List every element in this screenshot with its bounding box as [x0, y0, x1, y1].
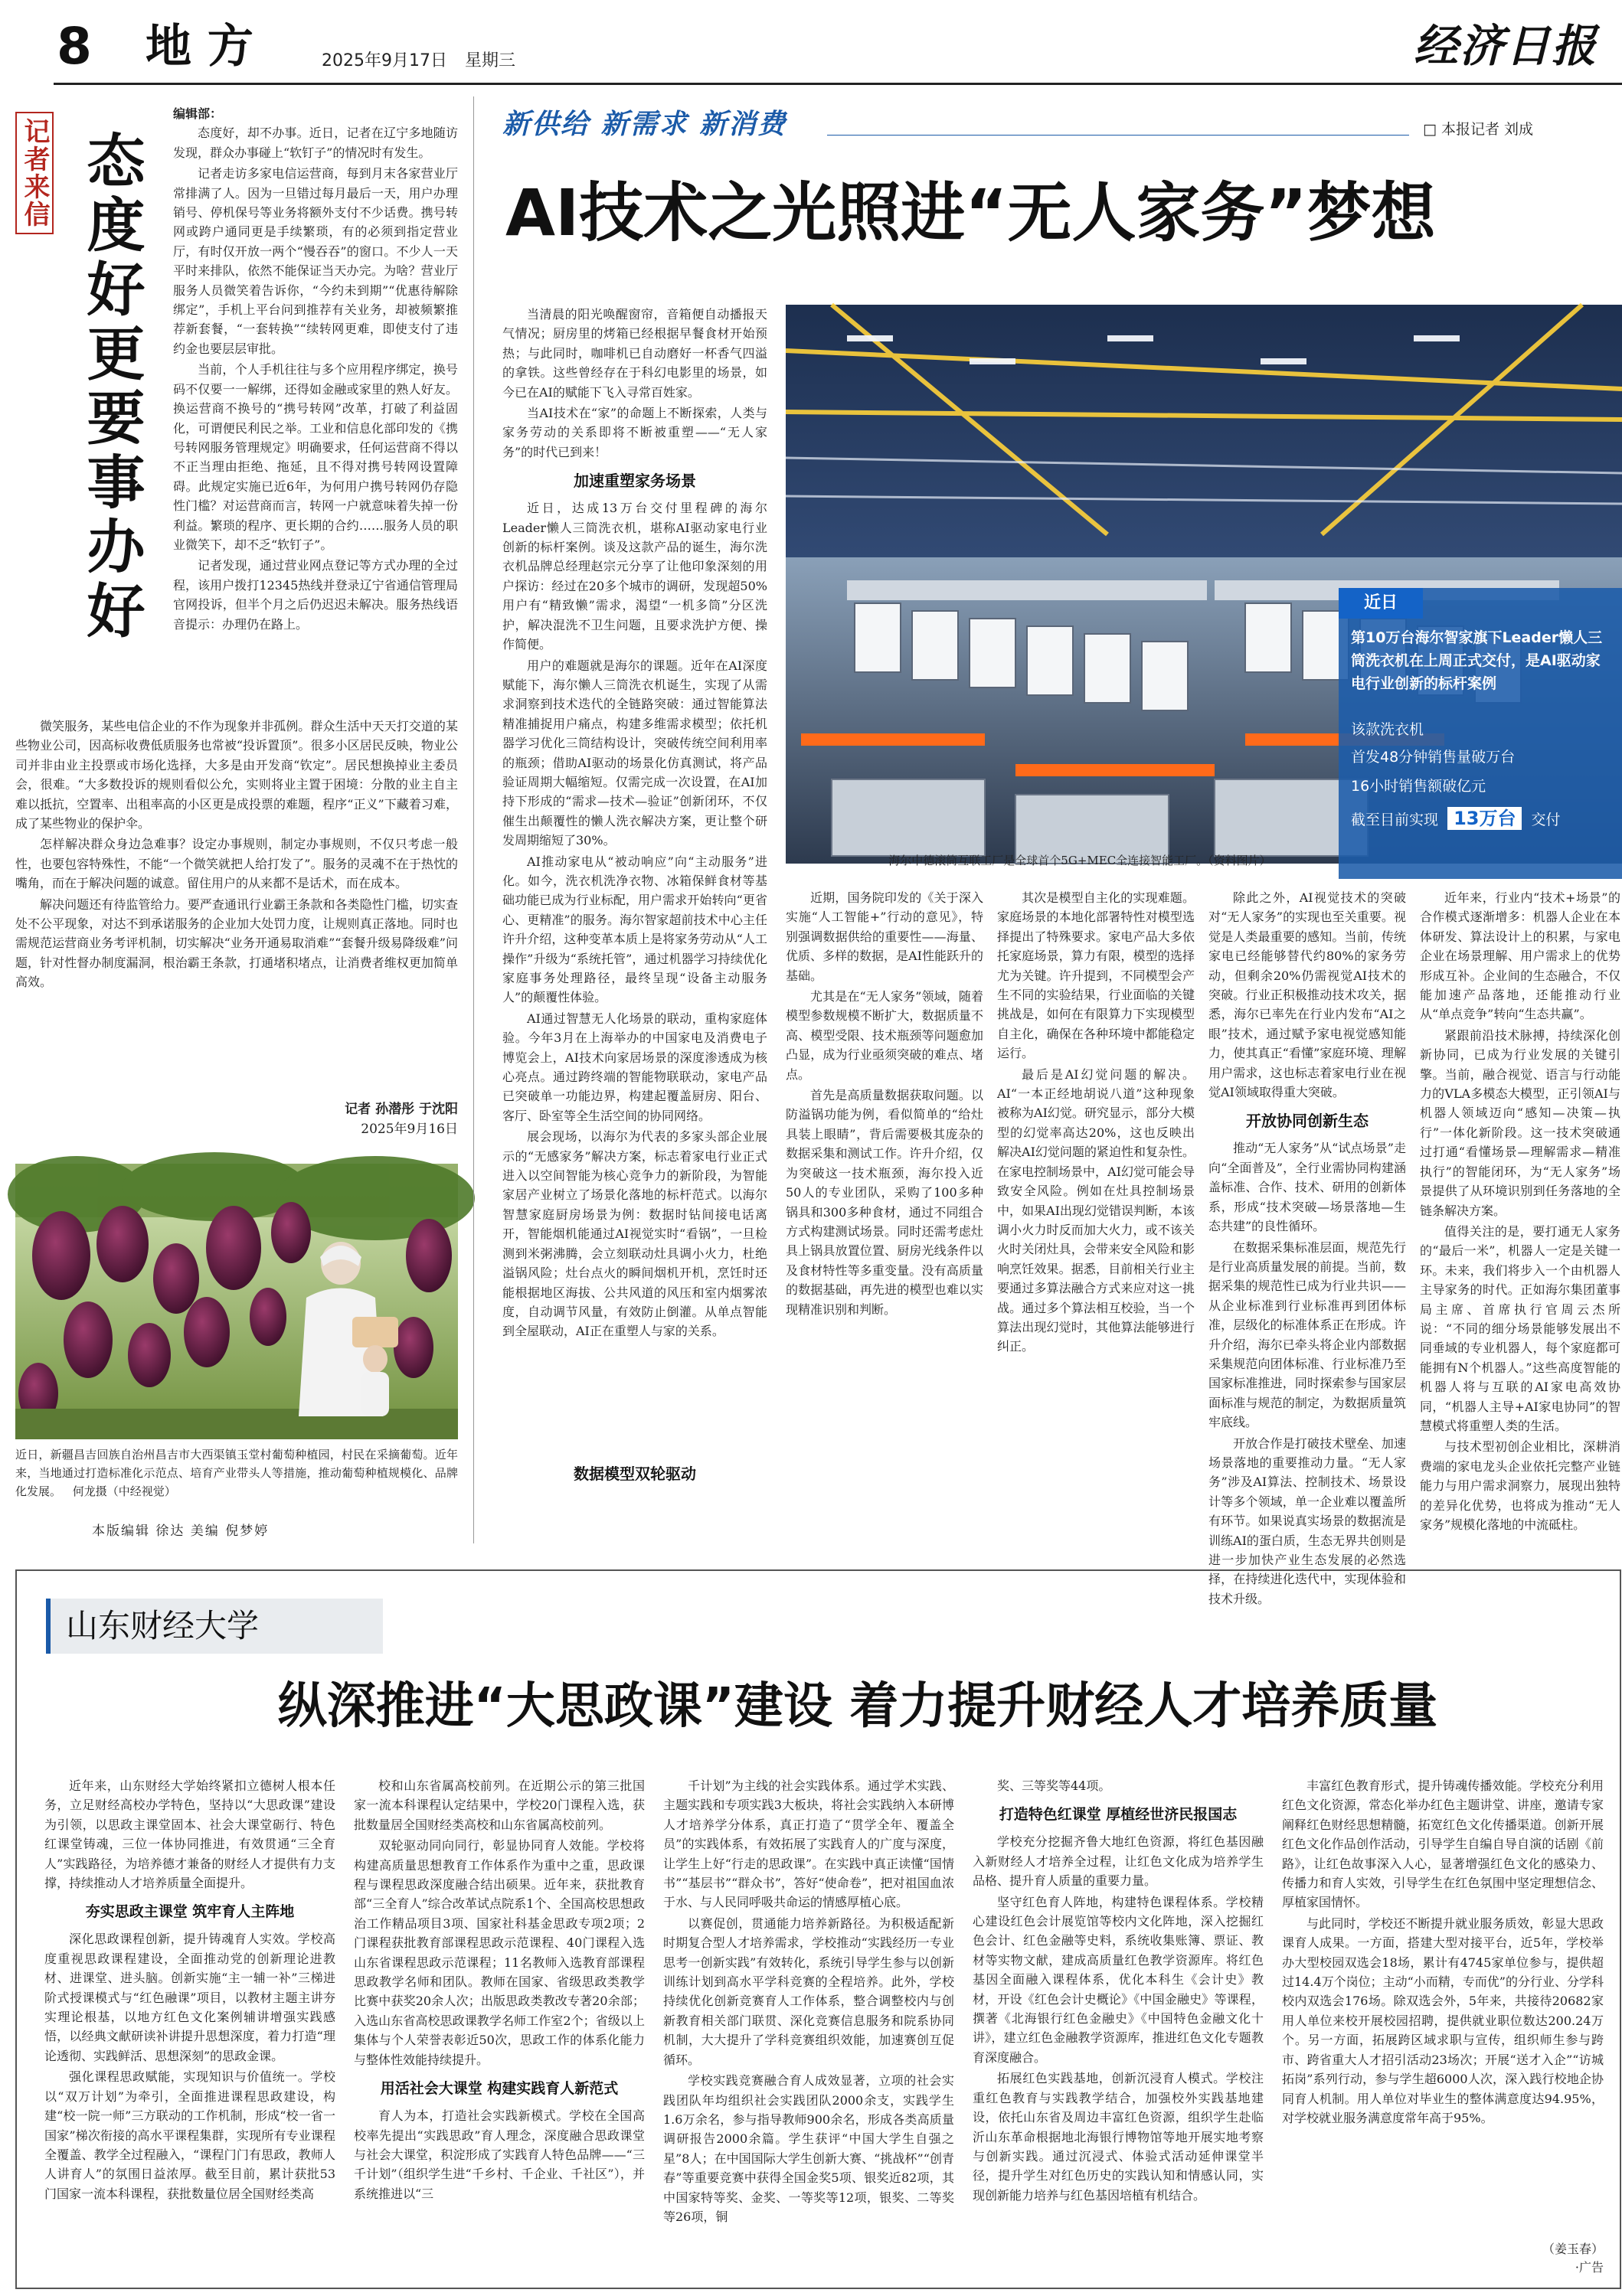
letter-column-tag	[15, 112, 54, 234]
feature-paragraph: 用户的难题就是海尔的课题。近年在AI深度赋能下，海尔懒人三筒洗衣机诞生，实现了从需求洞察到技术迭代的全链路突破：通过智能算法精准捕捉用户痛点，构建多维需求模型；依托机器学习优化三筒结构设计，突破传统空间利用率的瓶颈；借助AI驱动的场景化仿真测试，将产品验证周期大幅缩短。仅需完成一次设置，在AI加持下形成的“需求—技术—验证”创新闭环，不仅催生出颠覆性的懒人洗衣解决方案，更让整个研发周期缩短了30%。	[502, 658, 767, 848]
feature-headline: AI技术之光照进“无人家务”梦想	[505, 175, 1436, 250]
ad-signoff-author: （姜玉春）	[1542, 2242, 1604, 2256]
ad-institution-name: 山东财经大学	[66, 1607, 260, 1644]
masthead-rule	[54, 83, 1622, 85]
masthead	[0, 0, 1621, 90]
ad-subhead-1: 夯实思政主课堂 筑牢育人主阵地	[85, 1903, 295, 1921]
feature-infobox	[1339, 588, 1622, 879]
infobox-highlight-number: 13万台	[1447, 807, 1522, 830]
paper-name-logo: 经济日报	[1414, 20, 1598, 72]
ad-subhead-3: 打造特色红课堂 厚植经世济民报国志	[999, 1806, 1238, 1824]
letter-signature-date: 2025年9月16日	[361, 1122, 458, 1137]
vineyard-illustration	[15, 1164, 458, 1439]
letter-signature-author: 记者 孙潜彤 于沈阳	[345, 1102, 458, 1117]
feature-paragraph: 紧跟前沿技术脉搏，持续深化创新协同，已成为行业发展的关键引擎。当前，融合视觉、语言与行动能力的VLA多模态大模型，正引领AI与机器人领域迈向“感知—决策—执行”一体化新阶段。这一技术突破通过打通“看懂场景—理解需求—精准执行”的智能闭环，为“无人家务”场景提供了从环境识别到任务落地的全链条解决方案。	[1420, 1027, 1620, 1218]
feature-kicker-rule	[827, 135, 1409, 136]
feature-paragraph: 最后是AI幻觉问题的解决。AI“一本正经地胡说八道”这种现象被称为AI幻觉。研究显示，部分大模型的幻觉率高达20%，这也反映出解决AI幻觉问题的紧迫性和复杂性。在家电控制场景中，AI幻觉可能会导致安全风险。例如在灶具控制场景中，如果AI出现幻觉错误判断，本该调小火力时反而加大火力，或不该关火时关闭灶具，会带来安全风险和影响烹饪效果。据悉，目前相关行业主要通过多算法融合方式来应对这一挑战。通过多个算法相互校验，当一个算法出现幻觉时，其他算法能够进行纠正。	[997, 1066, 1195, 1354]
feature-photo-caption: 海尔中德滚筒互联工厂是全球首个5G+MEC全连接智能工厂。（资料图片）	[888, 854, 1271, 867]
infobox-line4: 16小时销售额破亿元	[1351, 778, 1486, 795]
page-number: 8	[57, 17, 92, 76]
letter-title: 态度好更要事办好	[77, 130, 146, 645]
editor-credit: 本版编辑 徐达 美编 倪梦婷	[92, 1524, 270, 1539]
infobox-line2: 该款洗衣机	[1351, 721, 1424, 738]
weekday-text: 星期三	[464, 51, 515, 70]
ad-paragraph: 近年来，山东财经大学始终紧扣立德树人根本任务，立足财经高校办学特色，坚持以“大思政课”建设为引领，以思政主课堂固本、社会大课堂砺行、特色红课堂铸魂，三位一体协同推进，有效贯通“三全育人”实践路径，为培养德才兼备的财经人才提供有力支撑，持续推动人才培养质量全面提升。	[44, 1778, 335, 1891]
ad-headline: 纵深推进“大思政课”建设 着力提升财经人才培养质量	[277, 1678, 1438, 1735]
feature-subhead-3: 开放协同创新生态	[1246, 1112, 1369, 1131]
ad-paragraph: 双轮驱动同向同行，彰显协同育人效能。学校将构建高质量思想教育工作体系作为重中之重，思政课程与课程思政深度融合结出硕果。近年来，获批教育部“三全育人”综合改革试点院系1个、全国高校思想政治工作精品项目3项、国家社科基金思政专项2项；2门课程获批教育部课程思政示范课程、40门课程入选山东省课程思政示范课程；11名教师入选教育部课程思政教学名师和团队。教师在国家、省级思政类教学比赛中获奖20余人次；出版思政类教改专著20余部；入选山东省高校思政课教学名师工作室2个；省级以上集体与个人荣誉表彰近50次，思政工作的体系化能力与整体性效能持续提升。	[354, 1838, 645, 2067]
ad-column-3	[663, 1776, 954, 2274]
feature-paragraph: 其次是模型自主化的实现难题。家庭场景的本地化部署特性对模型选择提出了特殊要求。家电产品大多依托家庭场景，算力有限，模型的选择尤为关键。许升提到，不同模型会产生不同的实验结果，行业面临的关键挑战是，如何在有限算力下实现模型自主化，确保在各种环境中都能稳定运行。	[997, 890, 1195, 1061]
letter-paragraph: 记者走访多家电信运营商，每到月末各家营业厅常排满了人。因为一旦错过每月最后一天，用户办理销号、停机保号等业务将额外支付不少话费。携号转网或跨户通同更是手续繁琐，有的必须到指定营业厅，有时仅开放一两个“慢吞吞”的窗口。不少人一天平时来排队，依然不能保证当天办完。为啥？营业厅服务人员微笑着告诉你，“今约未到期”“优惠待解除绑定”，手机上平台问到推荐有关业务，却被频繁推荐新套餐，“一套转换”“续转网更难，即使支付了违约金也要层层审批。	[173, 166, 458, 356]
letter-column-tag-text: 记者来信	[19, 118, 50, 228]
ad-paragraph: 育人为本，打造社会实践新模式。学校在全国高校率先提出“实践思政”育人理念，深度融合思政课堂与社会大课堂，积淀形成了实践育人特色品牌——“三千计划”（组织学生进“千乡村、千企业、千社区”），并系统推进以“三	[354, 2108, 645, 2201]
feature-paragraph: 首先是高质量数据获取问题。以防溢锅功能为例，看似简单的“给灶具装上眼睛”，背后需要极其庞杂的数据采集和测试工作。许升介绍，仅为突破这一技术瓶颈，海尔投入近50人的专业团队，采购了100多种锅具和300多种食材，通过不同组合方式构建测试场景。同时还需考虑灶具上锅具放置位置、厨房光线条件以及食材特性等多重变量。没有高质量的数据基础，再先进的模型也难以实现精准识别和判断。	[786, 1088, 983, 1317]
infobox-line1: 第10万台海尔智家旗下Leader懒人三筒洗衣机在上周正式交付，是AI驱动家电行业创新的标杆案例	[1351, 629, 1603, 692]
feature-paragraph: 近日，达成13万台交付里程碑的海尔Leader懒人三筒洗衣机，堪称AI驱动家电行业创新的标杆案例。谈及这款产品的诞生，海尔洗衣机品牌总经理赵宗元分享了让他印象深刻的用户探访：经过在20多个城市的调研，发现超50%用户有“精致懒”需求，渴望“一机多筒”分区洗护，解决混洗不卫生问题，且要求洗护方便、操作简便。	[502, 501, 767, 652]
ad-paragraph: 以赛促创，贯通能力培养新路径。为积极适配新时期复合型人才培养需求，学校推动“实践经历一专业思考一创新实践”有效转化，系统引导学生参与以创新训练计划到高水平学科竞赛的全程培养。此外，学校持续优化创新竞赛育人工作体系，整合调整校内与创新教育相关部门联贯、深化竞赛信息服务和院系协同机制，大大提升了学科竞赛组织效能，加速赛创互促循环。	[663, 1916, 954, 2067]
infobox-heading: 近日	[1339, 588, 1423, 619]
vineyard-photo-caption	[15, 1445, 458, 1508]
feature-column-4	[1208, 888, 1406, 1606]
letter-paragraph: 微笑服务，某些电信企业的不作为现象并非孤例。群众生活中天天打交道的某些物业公司，因高标收费低质服务也常被“投诉置顶”。很多小区居民反映，物业公司并非由业主投票或市场化选择，大多是由开发商“钦定”。居民想换掉业主委员会，很难。“大多数投诉的规则看似公允，实则将业主置于困境：分散的业主自主难以抵抗，空置率、出租率高的小区更是成投票的难题，程序“正义”下藏着习难，成了某些物业的保护伞。	[15, 719, 458, 831]
ad-paragraph: 校和山东省属高校前列。在近期公示的第三批国家一流本科课程认定结果中，学校20门课程入选，获批数量居全国财经类高校和山东省属高校前列。	[354, 1778, 645, 1832]
ad-paragraph: 深化思政课程创新，提升铸魂育人实效。学校高度重视思政课程建设，全面推动党的创新理论进教材、进课堂、进头脑。创新实施“主一辅一补”三梯进阶式授课模式与“红色融课”项目，以教材主题主讲夯实理论根基，以地方红色文化案例辅讲增强实践感悟，以经典文献研读补讲提升思想深度，着力打造“理论透彻、实践鲜活、思想深刻”的思政金课。	[44, 1932, 335, 2063]
ad-paragraph: 丰富红色教育形式，提升铸魂传播效能。学校充分利用红色文化资源，常态化举办红色主题讲堂、讲座，邀请专家阐释红色财经思想精髓，拓宽红色文化传播渠道。创新开展红色文化作品创作活动，引导学生自编自导自演的话剧《前路》，让红色故事深入人心，显著增强红色文化的感染力、传播力和育人实效，引导学生在红色氛围中坚定理想信念、厚植家国情怀。	[1282, 1778, 1604, 1910]
infobox-line5-suffix: 交付	[1531, 812, 1561, 828]
ad-paragraph: 强化课程思政赋能，实现知识与价值统一。学校以“双万计划”为牵引，全面推进课程思政建设，构建“校一院一师”三方联动的工作机制，形成“校一省一国家”梯次衔接的高水平课程集群，实现所有专业课程全覆盖、教学全过程融入，“课程门门有思政，教师人人讲育人”的氛围日益浓厚。截至目前，累计获批53门国家一流本科课程，获批数量位居全国财经类高	[44, 2069, 335, 2201]
letter-body	[173, 104, 458, 717]
ad-column-4	[973, 1776, 1264, 2274]
date-text: 2025年9月17日	[322, 51, 447, 70]
ad-institution-banner	[46, 1599, 383, 1654]
feature-column-3	[997, 888, 1195, 1530]
ad-signoff	[1435, 2240, 1604, 2277]
vineyard-caption-text: 近日，新疆昌吉回族自治州昌吉市大西渠镇玉堂村葡萄种植园，村民在采摘葡萄。近年来，当地通过打造标准化示范点、培育产业带头人等措施，推动葡萄种植规模化、品牌化发展。	[15, 1448, 458, 1498]
feature-paragraph: 近期，国务院印发的《关于深入实施“人工智能+”行动的意见》，特别强调数据供给的重要性——海量、优质、多样的数据，是AI性能跃升的基础。	[786, 890, 983, 983]
feature-paragraph: 尤其是在“无人家务”领域，随着模型参数规模不断扩大，数据质量不高、模型受限、技术瓶颈等问题愈加凸显，成为行业亟须突破的难点、堵点。	[786, 989, 983, 1082]
issue-date	[322, 47, 515, 71]
feature-paragraph: 近年来，行业内“技术+场景”的合作模式逐渐增多：机器人企业在本体研发、算法设计上的积累，与家电企业在场景理解、用户需求上的优势形成互补。企业间的生态融合，不仅能加速产品落地，还能推动行业从“单点竞争”转向“生态共赢”。	[1420, 890, 1620, 1022]
feature-kicker: 新供给 新需求 新消费	[502, 108, 787, 140]
ad-paragraph: 与此同时，学校还不断提升就业服务质效，彰显大思政课育人成果。一方面，搭建大型对接平台，近5年，学校举办大型校园双选会18场，累计有4745家单位参与，提供超过14.4万个岗位；主动“小而精，专而优”的分行业、分学科校内双选会176场。除双选会外，5年来，共接待20682家用人单位来校开展校园招聘，提供就业职位数达200.24万个。另一方面，拓展跨区域求职与宣传，组织师生参与跨市、跨省重大人才招引活动23场次；开展“送才入企”“访城拓岗”系列行动，参与学生超6000人次，深入践行校地企协同育人机制。用人单位对毕业生的整体满意度达94.95%，对学校就业服务满意度常年高于95%。	[1282, 1916, 1604, 2125]
feature-byline: □ 本报记者 刘成	[1423, 121, 1534, 138]
feature-subhead-1: 加速重塑家务场景	[574, 472, 696, 491]
ad-column-1	[44, 1776, 335, 2274]
ad-column-5	[1282, 1776, 1604, 2236]
infobox-line5	[1351, 807, 1619, 831]
ad-paragraph: 拓展红色实践基地，创新沉浸育人模式。学校注重红色教育与实践教学结合，加强校外实践基地建设，依托山东省及周边丰富红色资源，组织学生赴临沂山东革命根据地北海银行博物馆等地开展实地考察与创新实践。通过沉浸式、体验式活动延伸课堂半径，提升学生对红色历史的实践认知和情感认同，实现创新能力培养与红色基因培植有机结合。	[973, 2071, 1264, 2203]
letter-paragraph: 解决问题还有待监管给力。要严查通讯行业霸王条款和各类隐性门槛，切实查处不公平现象，对达不到承诺服务的企业加大处罚力度，让规则真正落地。同时也需规范运营商业务考评机制，切实解决“业务开通易取消难”“套餐升级易降级难”问题，针对性督办制度漏洞，根治霸王条款，打通堵积堵点，让消费者维权更加简单高效。	[15, 897, 458, 990]
letter-body-lower	[15, 717, 458, 1092]
feature-column-1	[502, 305, 767, 1530]
infobox-line5-prefix: 截至目前实现	[1351, 812, 1439, 828]
section-name: 地 方	[146, 20, 253, 73]
infobox-line3: 首发48分钟销售量破万台	[1351, 749, 1516, 766]
column-divider	[473, 96, 474, 1543]
letter-paragraph: 态度好，却不办事。近日，记者在辽宁多地随访发现，群众办事碰上“软钉子”的情况时有发生。	[173, 126, 458, 160]
ad-paragraph: 千计划”为主线的社会实践体系。通过学术实践、主题实践和专项实践3大板块，将社会实践纳入本研博人才培养学分体系，真正打造了“贯学全年、覆盖全员”的实践体系，有效拓展了实践育人的广度与深度，让学生上好“行走的思政课”。在实践中真正读懂“国情书”“基层书”“群众书”，答好“使命卷”，把对祖国血浓于水、与人民同呼吸共命运的情感厚植心底。	[663, 1778, 954, 1910]
letter-signature	[230, 1099, 458, 1139]
feature-paragraph: 展会现场，以海尔为代表的多家头部企业展示的“无感家务”解决方案，标志着家电行业正式进入以空间智能为核心竞争力的新阶段，为智能家居产业树立了场景化落地的标杆范式。以海尔智慧家庭厨房场景为例：数据时钻间接电话离开，智能烟机能通过AI视觉实时“看锅”，一旦检测到米粥沸腾，会立刻联动灶具调小火力，杜绝溢锅风险；灶台点火的瞬间烟机开机，烹饪时还能根据地区海拔、公共风道的风压和室内烟雾浓度，自动调节风量，有效防止倒灌。从单点智能到全屋联动，AI正在重塑人与家的关系。	[502, 1129, 767, 1339]
feature-subhead-2: 数据模型双轮驱动	[502, 1461, 767, 1487]
feature-paragraph: 推动“无人家务”从“试点场景”走向“全面普及”，全行业需协同构建涵盖标准、合作、技术、研用的创新体系，形成“技术突破—场景落地—生态共建”的良性循环。	[1208, 1141, 1406, 1234]
ad-mark: ·广告	[1575, 2260, 1604, 2275]
letter-salutation: 编辑部：	[173, 106, 223, 121]
ad-paragraph: 学校充分挖掘齐鲁大地红色资源，将红色基因融入新财经人才培养全过程，让红色文化成为培养学生品格、提升育人质量的重要力量。	[973, 1834, 1264, 1889]
feature-paragraph: AI通过智慧无人化场景的联动，重构家庭体验。今年3月在上海举办的中国家电及消费电子博览会上，AI技术向家居场景的深度渗透成为核心亮点。通过跨终端的智能物联联动，家电产品已突破单一功能边界，构建起覆盖厨房、阳台、客厅、卧室等全生活空间的协同网络。	[502, 1011, 767, 1123]
feature-paragraph: 除此之外，AI视觉技术的突破对“无人家务”的实现也至关重要。视觉是人类最重要的感知。当前，传统家电已经能够替代约80%的家务劳动，但剩余20%仍需视觉AI技术的突破。行业正积极推动技术攻关，据悉，海尔已率先在行业内发布“AI之眼”技术，通过赋予家电视觉感知能力，使其真正“看懂”家庭环境、理解用户需求，这也标志着家电行业在视觉AI领域取得重大突破。	[1208, 890, 1406, 1100]
ad-paragraph: 坚守红色育人阵地，构建特色课程体系。学校精心建设红色会计展览馆等校内文化阵地，深入挖掘红色会计、红色金融等史料，系统收集账簿、票证、教材等实物文献，建成高质量红色教学资源库。将红色基因全面融入课程体系，优化本科生《会计史》教材，开设《红色会计史概论》《中国金融史》等课程，撰著《北海银行红色金融史》《中国特色金融文化十讲》，建立红色金融教学资源库，推进红色文化专题教育深度融合。	[973, 1894, 1264, 2065]
letter-paragraph: 当前，个人手机往往与多个应用程序绑定，换号码不仅要一一解绑，还得如金融或家里的熟人好友。换运营商不换号的“携号转网”改革，打破了利益固化，可谓便民利民之举。工业和信息化部印发的《携号转网服务管理规定》明确要求，任何运营商不得以不正当理由拒绝、拖延，且不得对携号转网设置障碍。此规定实施已近6年，为何用户携号转网仍存隐性门槛？对运营商而言，转网一户就意味着失掉一份利益。繁琐的程序、更长期的合约……服务人员的职业微笑下，却不乏“软钉子”。	[173, 362, 458, 552]
ad-paragraph: 学校实践竞赛融合育人成效显著，立项的社会实践团队年均组织社会实践团队2000余支，实践学生1.6万余名，参与指导教师900余名，形成各类高质量调研报告2000余篇。学生获评“中国大学生自强之星”8人；在中国国际大学生创新大赛、“挑战杯”“创青春”等重要竞赛中获得全国金奖5项、银奖近82项，其中国家特等奖、金奖、一等奖等12项，银奖、二等奖等26项，铜	[663, 2073, 954, 2224]
feature-paragraph: AI推动家电从“被动响应”向“主动服务”进化。如今，洗衣机洗净衣物、冰箱保鲜食材等基础功能已成为行业标配，用户需求开始转向“更省心、更精准”的服务。海尔智家超前技术中心主任许升介绍，这种变革本质上是将家务劳动从“人工操作”升级为“系统托管”，通过机器学习持续优化家庭事务处理路径，最终呈现“设备主动服务人”的颠覆性体验。	[502, 854, 767, 1005]
feature-paragraph: 开放合作是打破技术壁垒、加速场景落地的重要推动力量。“无人家务”涉及AI算法、控制技术、场景设计等多个领域，单一企业难以覆盖所有环节。如果说真实场景的数据流是训练AI的蛋白质，生态无界共创则是进一步加快产业生态发展的必然选择，在持续进化迭代中，实现体验和技术升级。	[1208, 1435, 1406, 1606]
feature-paragraph: 值得关注的是，要打通无人家务的“最后一米”，机器人一定是关键一环。未来，我们将步入一个由机器人主导家务的时代。正如海尔集团董事局主席、首席执行官周云杰所说：“不同的细分场景能够发展出不同垂域的专业机器人，每个家庭都可能拥有N个机器人。”这些高度智能的机器人将与互联的AI家电高效协同，“机器人主导+AI家电协同”的智慧模式将重塑人类的生活。	[1420, 1223, 1620, 1433]
vineyard-caption-credit: 何龙摄（中经视觉）	[72, 1484, 176, 1498]
vineyard-photo	[15, 1164, 458, 1439]
feature-intro-paragraph: 当AI技术在“家”的命题上不断探索，人类与家务劳动的关系即将不断被重塑——“无人家务”的时代已到来！	[502, 406, 767, 459]
feature-paragraph: 在数据采集标准层面，规范先行是行业高质量发展的前提。当前，数据采集的规范性已成为行业共识——从企业标准到行业标准再到团体标准，层级化的标准体系正在形成。许升介绍，海尔已牵头将企业内部数据采集规范向团体标准、行业标准乃至国家标准推进，同时探索参与国家层面标准与规范的制定，为数据质量筑牢底线。	[1208, 1239, 1406, 1430]
feature-intro-paragraph: 当清晨的阳光唤醒窗帘，音箱便自动播报天气情况；厨房里的烤箱已经根据早餐食材开始预热；与此同时，咖啡机已自动磨好一杯香气四溢的拿铁。这些曾经存在于科幻电影里的场景，如今已在AI的赋能下飞入寻常百姓家。	[502, 307, 767, 400]
ad-paragraph: 奖、三等奖等44项。	[997, 1778, 1111, 1793]
ad-subhead-2: 用活社会大课堂 构建实践育人新范式	[380, 2080, 619, 2098]
ad-column-2	[354, 1776, 645, 2274]
feature-column-2	[786, 888, 983, 1530]
feature-column-5	[1420, 888, 1620, 1530]
letter-paragraph: 怎样解决群众身边急难事？设定办事规则，制定办事规则，不仅只考虑一般性，也要包容特殊性，不能“一个微笑就把人给打发了”。服务的灵魂不在于热忱的嘴角，而在于解决问题的诚意。留住用户的从来都不是话术，而在成本。	[15, 837, 458, 891]
letter-paragraph: 记者发现，通过营业网点登记等方式办理的全过程，该用户拨打12345热线并登录辽宁省通信管理局官网投诉，但半个月之后仍迟迟未解决。服务热线语音提示：办理仍在路上。	[173, 558, 458, 632]
feature-paragraph: 与技术型初创企业相比，深耕消费端的家电龙头企业依托完整产业链能力与用户需求洞察力，展现出独特的差异化优势，也将成为推动“无人家务”规模化落地的中流砥柱。	[1420, 1439, 1620, 1532]
child-figure	[361, 1345, 389, 1416]
